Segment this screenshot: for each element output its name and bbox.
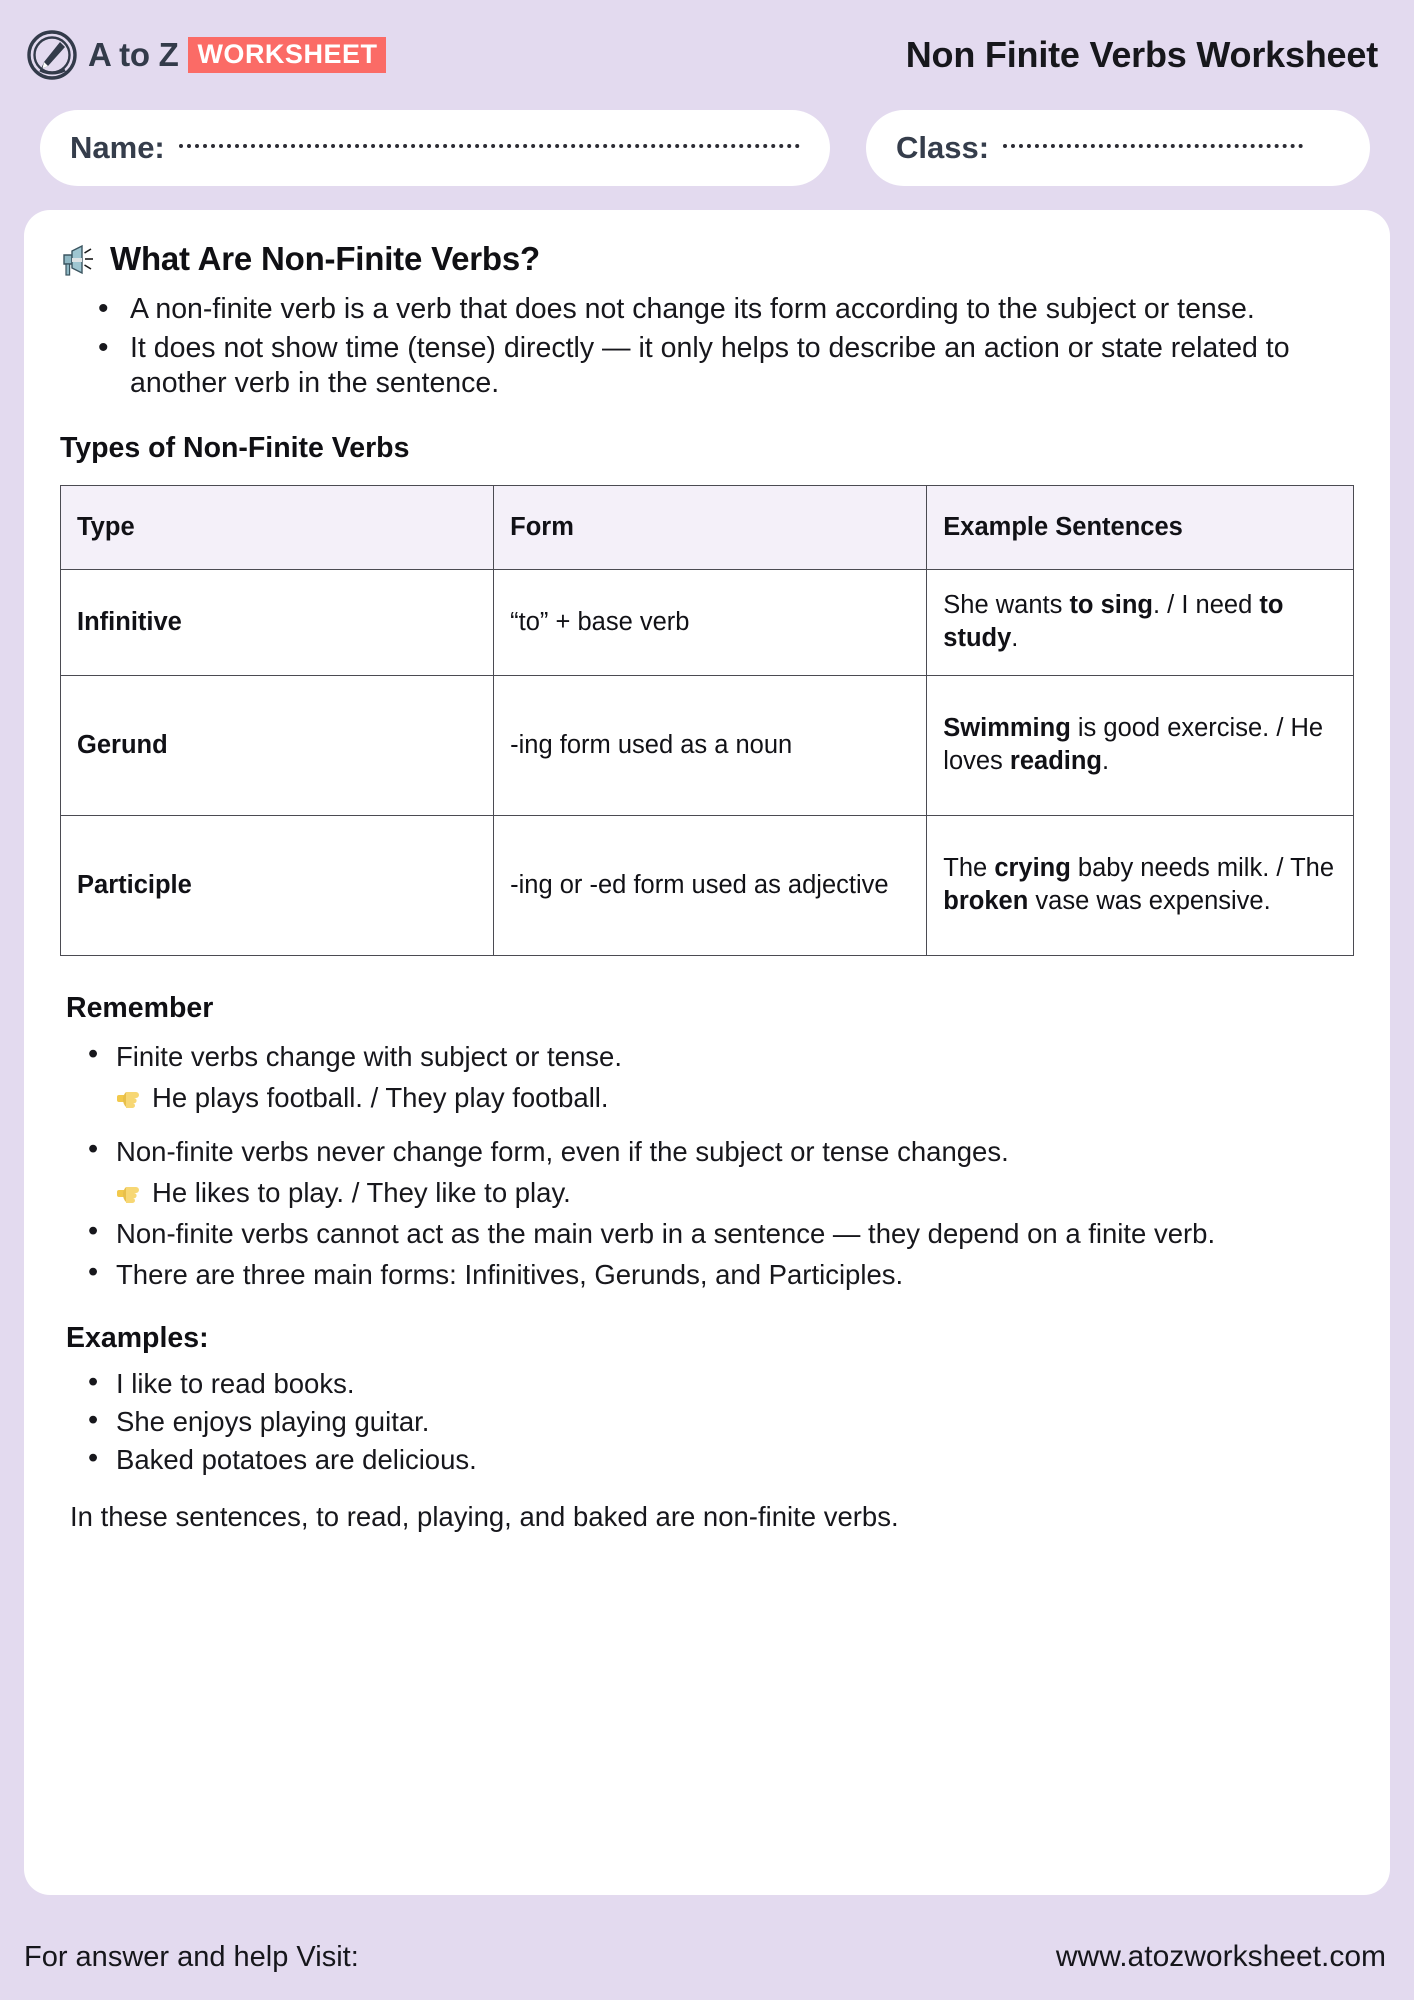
cell-form: -ing or -ed form used as adjective [494,815,927,955]
list-item: • A non-finite verb is a verb that does not change its form according to the subject or tense. [130,292,1354,328]
footer-website-link[interactable]: www.atozworksheet.com [1055,1940,1386,1973]
list-item-pointer [116,1175,1354,1211]
cell-type: Participle [61,815,494,955]
class-label: Class: [896,130,990,165]
cell-type: Gerund [61,675,494,815]
pen-circle-logo-icon [26,29,78,81]
list-item: • Finite verbs change with subject or tense. [116,1039,1354,1075]
worksheet-card [24,210,1390,1895]
student-info-row [0,110,1414,186]
class-field[interactable] [866,110,1370,186]
cell-form: -ing form used as a noun [494,675,927,815]
list-item: • There are three main forms: Infinitives, Gerunds, and Participles. [116,1257,1354,1293]
non-finite-types-table [60,485,1354,956]
cell-example: The crying baby needs milk. / The broken vase was expensive. [927,815,1354,955]
types-heading: Types of Non-Finite Verbs [60,431,410,464]
list-item: • Non-finite verbs cannot act as the main verb in a sentence — they depend on a finite verb. [116,1216,1354,1252]
list-item: • It does not show time (tense) directly — it only helps to describe an action or state related to another verb in the sentence. [130,331,1354,402]
pointing-finger-icon [116,1083,146,1113]
spacer [116,1120,1354,1134]
intro-bullet-list [130,292,1354,402]
remember-list [116,1039,1354,1293]
name-input-line[interactable] [179,144,800,148]
table-header-row [61,485,1354,569]
examples-list [116,1365,1354,1479]
cell-example: She wants to sing. / I need to study. [927,569,1354,675]
column-header-example: Example Sentences [927,485,1354,569]
cell-example: Swimming is good exercise. / He loves reading. [927,675,1354,815]
pointer-text: He plays football. / They play football. [152,1081,609,1113]
megaphone-icon [60,240,98,278]
cell-form: “to” + base verb [494,569,927,675]
list-item: • She enjoys playing guitar. [116,1403,1354,1441]
table-row [61,815,1354,955]
remember-heading: Remember [66,991,214,1024]
brand-badge: WORKSHEET [188,37,386,72]
footer-help-text: For answer and help Visit: [24,1940,359,1973]
brand-name: A to Z [88,36,179,73]
cell-type: Infinitive [61,569,494,675]
column-header-form: Form [494,485,927,569]
section-heading [60,240,1354,278]
table-row [61,675,1354,815]
list-item: • Baked potatoes are delicious. [116,1441,1354,1479]
page-header [0,0,1414,110]
list-item: • I like to read books. [116,1365,1354,1403]
list-item-pointer [116,1080,1354,1116]
name-field[interactable] [40,110,830,186]
examples-heading: Examples: [66,1322,209,1355]
name-label: Name: [70,130,165,165]
page-footer [0,1914,1414,2000]
section-heading-text: What Are Non-Finite Verbs? [110,240,540,277]
brand-logo [26,29,386,81]
pointer-text: He likes to play. / They like to play. [152,1177,571,1209]
closing-note: In these sentences, to read, playing, and baked are non-finite verbs. [70,1501,899,1533]
class-input-line[interactable] [1003,144,1303,148]
column-header-type: Type [61,485,494,569]
list-item: • Non-finite verbs never change form, even if the subject or tense changes. [116,1134,1354,1170]
table-row [61,569,1354,675]
pointing-finger-icon [116,1178,146,1208]
worksheet-title: Non Finite Verbs Worksheet [905,34,1378,75]
